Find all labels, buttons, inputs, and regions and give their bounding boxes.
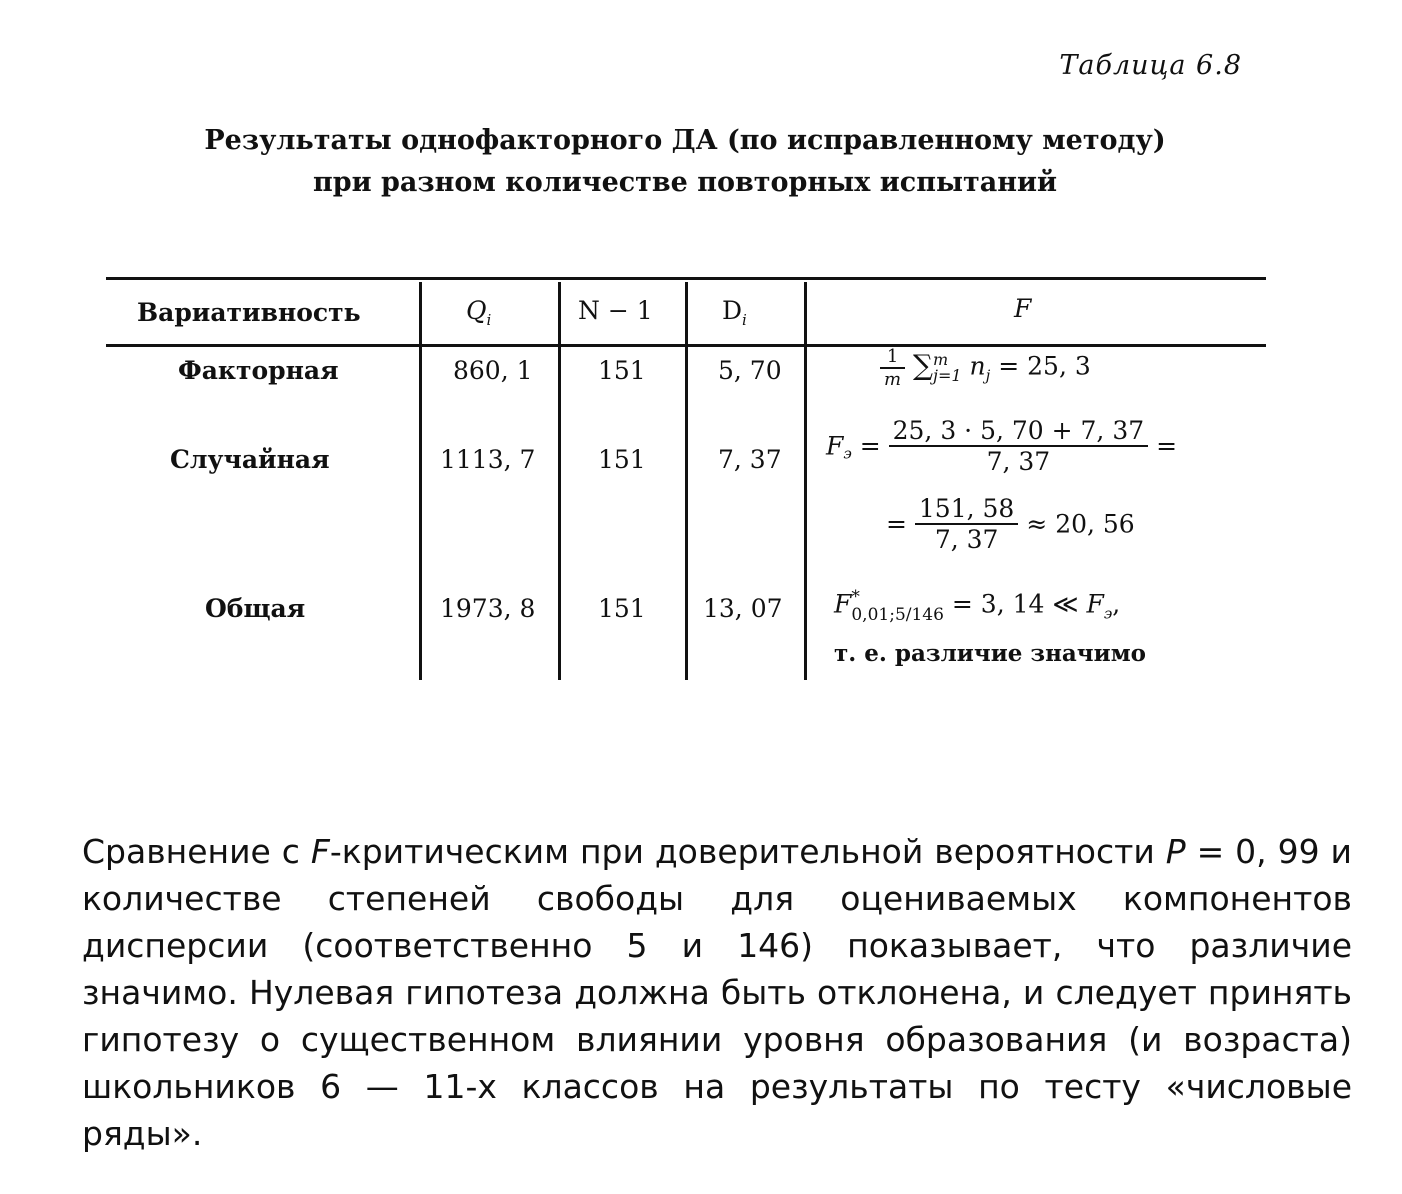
table-number: Таблица 6.8: [1059, 50, 1242, 81]
row-random-q: 1113, 7: [440, 445, 536, 474]
table-caption-line-1: Результаты однофакторного ДА (по исправленному методу): [204, 125, 1166, 156]
fcrit-formula: [834, 588, 1120, 624]
fe-fraction-1-den: 7, 37: [986, 447, 1051, 476]
row-random-d: 7, 37: [718, 445, 782, 474]
column-divider: [804, 282, 807, 680]
table-top-rule: [106, 277, 1266, 280]
header-f: F: [1014, 294, 1032, 323]
fe-fraction-2-den: 7, 37: [934, 525, 999, 554]
header-q-symbol: Q: [466, 296, 487, 325]
row-name-factor: Факторная: [178, 356, 339, 385]
fcrit-sub: 0,01;5/146: [851, 605, 944, 625]
f-sum-term-sub: j: [985, 366, 991, 385]
table-caption-line-2: при разном количестве повторных испытаний: [312, 167, 1058, 198]
fe-formula-line-1: [826, 416, 1177, 476]
fe-symbol: F: [826, 431, 844, 461]
header-d: [722, 296, 747, 329]
row-factor-d: 5, 70: [718, 356, 782, 385]
paragraph-part-1: Сравнение с: [82, 832, 311, 871]
fcrit-result: = 3, 14 ≪: [951, 589, 1079, 619]
row-total-q: 1973, 8: [440, 594, 536, 623]
f-sum-upper: m: [933, 350, 949, 369]
fe-equals: =: [859, 431, 881, 461]
header-variability: Вариативность: [137, 298, 361, 327]
row-total-d: 13, 07: [703, 594, 783, 623]
paragraph-part-2: -критическим при доверительной вероятности: [329, 832, 1166, 871]
f-sum-formula: [880, 346, 1091, 390]
f-sum-lower: j=1: [933, 366, 962, 385]
row-name-random: Случайная: [170, 445, 330, 474]
paragraph-f-symbol: F: [310, 832, 330, 871]
fcrit-fe-sub: э: [1103, 604, 1113, 623]
header-q-sub: i: [486, 311, 492, 329]
header-d-symbol: D: [722, 296, 743, 325]
header-n-minus-1: N − 1: [578, 296, 653, 325]
body-paragraph: [82, 828, 1352, 1157]
header-d-sub: i: [742, 311, 747, 329]
row-total-n: 151: [598, 594, 646, 623]
column-divider: [419, 282, 422, 680]
f-sum-fraction: [880, 346, 905, 390]
fcrit-indices: [851, 588, 944, 624]
fe-fraction-1: [889, 416, 1149, 476]
conclusion-text: т. е. различие значимо: [834, 640, 1147, 667]
f-sum-term: n: [969, 351, 986, 381]
row-factor-n: 151: [598, 356, 646, 385]
f-sum-limits: [933, 352, 962, 384]
column-divider: [685, 282, 688, 680]
paragraph-part-3: = 0, 99 и количестве степеней свободы для оцениваемых компонентов дисперсии (соответственно 5 и 146) показывает, что различие значимо. Нулевая гипотеза должна быть отклонена, и следует принять гипотезу о существенном влиянии уровня образования (и возраста) школьников 6 — 11-х классов на результаты по тесту «числовые ряды».: [82, 832, 1352, 1153]
fe-approx-result: ≈ 20, 56: [1026, 509, 1135, 539]
fe-fraction-2: [915, 494, 1018, 554]
fe-fraction-1-num: 25, 3 · 5, 70 + 7, 37: [889, 416, 1149, 447]
fe-sub: э: [843, 444, 852, 463]
f-sum-symbol: ∑: [913, 348, 934, 382]
f-sum-fraction-den: m: [884, 369, 902, 390]
paragraph-p-symbol: P: [1165, 832, 1186, 871]
fcrit-comma: ,: [1112, 589, 1121, 619]
f-sum-result: = 25, 3: [998, 351, 1091, 381]
fcrit-fe-symbol: F: [1086, 589, 1104, 619]
f-sum-fraction-num: 1: [880, 346, 905, 369]
header-q: [466, 296, 491, 329]
row-factor-q: 860, 1: [453, 356, 533, 385]
column-divider: [558, 282, 561, 680]
fe-trailing-equals: =: [1156, 431, 1178, 461]
fe-formula-line-2: [886, 494, 1135, 554]
fcrit-sup: *: [851, 587, 860, 607]
row-name-total: Общая: [205, 594, 306, 623]
fe-leading-equals: =: [886, 509, 907, 539]
fe-fraction-2-num: 151, 58: [915, 494, 1018, 525]
fcrit-symbol: F: [834, 589, 852, 619]
row-random-n: 151: [598, 445, 646, 474]
